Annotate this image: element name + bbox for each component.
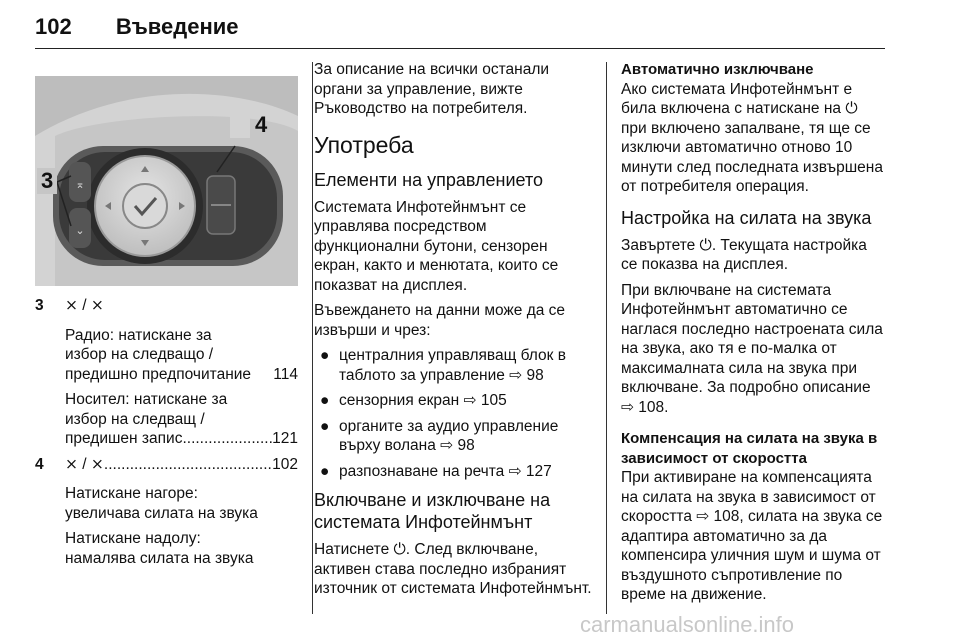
item-ref-text: предишно предпочитание xyxy=(65,365,252,383)
item-ref-page: 102 xyxy=(272,455,298,473)
svg-text:⌅: ⌅ xyxy=(75,179,85,191)
heading-on-off: Включване и изключване на системата Инфотейнмънт xyxy=(314,490,551,532)
item-media-desc xyxy=(65,390,298,449)
on-off-text: Натиснете ⏻. След включване, активен става последно избраният източник от системата Инфотейнмънт. xyxy=(314,541,592,597)
item-ref-page: 114 xyxy=(273,365,298,383)
item-symbols: ⨯ / ⨯ xyxy=(65,297,104,314)
dot-leader xyxy=(104,455,272,475)
bullet-item: ● централния управляващ блок в таблото за управление ⇨ 98 xyxy=(320,347,566,384)
callout-4: 4 xyxy=(255,112,268,137)
bullet-text: централния управляващ блок в таблото за управление ⇨ 98 xyxy=(339,347,566,384)
item-line: Натискане надолу: xyxy=(65,530,201,547)
page-title: Въведение xyxy=(115,14,239,39)
column-3 xyxy=(621,60,887,611)
item-symbols: ⨯ / ⨯ xyxy=(65,455,104,473)
startup-volume-text: При включване на системата Инфотейнмънт автоматично се наглася последно настроената сила на звука, ако тя е по-малка от максималната сила на звука при включване. За подробно описание ⇨ 108. xyxy=(621,281,883,416)
bullet-item: ● сензорния екран ⇨ 105 xyxy=(320,392,507,409)
column-2 xyxy=(314,60,592,605)
heading-volume: Настройка на силата на звука xyxy=(621,207,872,228)
heading-controls: Елементи на управлението xyxy=(314,169,543,190)
watermark: carmanualsonline.info xyxy=(580,612,795,637)
item-number: 3 xyxy=(35,297,44,314)
item-radio-desc xyxy=(65,326,298,385)
speed-comp-text: При активиране на компенсацията на силата на звука в зависимост от скоростта ⇨ 108, силата на звука се адаптира автоматично за да компенсира уличния шум и шума от въздушното съпротивление по време на движение. xyxy=(621,469,883,603)
item-line: избор на следващо / xyxy=(65,346,214,363)
item-number: 4 xyxy=(35,455,44,473)
item-line: избор на следващ / xyxy=(65,410,205,428)
page-header xyxy=(35,14,239,40)
intro-text: За описание на всички останали органи за управление, вижте Ръководство на потребителя. xyxy=(314,61,550,117)
steering-wheel-figure xyxy=(35,76,298,286)
item-ref-text: предишен запис xyxy=(65,430,183,447)
steering-wheel-illustration xyxy=(35,76,298,286)
item-4 xyxy=(35,455,298,569)
controls-text: Системата Инфотейнмънт се управлява посредством функционални бутони, сензорен екран, както и менютата, които се показват на дисплея. xyxy=(314,198,559,294)
svg-text:⌄: ⌄ xyxy=(75,225,85,237)
item-up-desc xyxy=(65,484,298,523)
item-down-desc xyxy=(65,529,298,568)
page-number: 102 xyxy=(35,14,72,39)
item-ref-line xyxy=(65,455,298,475)
item-line: намалява силата на звука xyxy=(65,549,254,567)
column-divider-1 xyxy=(312,62,313,614)
item-3 xyxy=(35,296,298,449)
item-line: Радио: натискане за xyxy=(65,326,212,344)
item-line: Натискане нагоре: xyxy=(65,485,198,502)
item-ref-line xyxy=(65,365,298,385)
auto-off-text: Ако системата Инфотейнмънт е била включена с натискане на ⏻ при включено запалване, тя ще се изключи автоматично отново 10 минути след последната извършена от потребителя операция. xyxy=(621,80,883,195)
callout-3: 3 xyxy=(41,168,54,193)
bullet-item: ● органите за аудио управление върху волана ⇨ 98 xyxy=(320,417,559,454)
item-line: Носител: натискане за xyxy=(65,391,228,408)
bullet-text: органите за аудио управление върху волана ⇨ 98 xyxy=(339,417,559,454)
heading-auto-off: Автоматично изключване xyxy=(621,61,814,78)
heading-speed-comp: Компенсация на силата на звука в зависимост от скоростта xyxy=(621,430,878,467)
item-line: увеличава силата на звука xyxy=(65,504,258,522)
item-ref-line xyxy=(65,429,298,449)
item-ref-page: 121 xyxy=(272,430,298,447)
bullet-text: сензорния екран ⇨ 105 xyxy=(339,392,507,409)
control-items xyxy=(35,296,298,568)
volume-text: Завъртете ⏻. Текущата настройка се показва на дисплея. xyxy=(621,236,867,273)
bullet-item: ● разпознаване на речта ⇨ 127 xyxy=(320,462,552,480)
heading-usage: Употреба xyxy=(314,131,414,158)
column-divider-2 xyxy=(606,62,607,614)
input-text: Въвеждането на данни може да се извърши и чрез: xyxy=(314,302,566,339)
dot-leader xyxy=(182,429,272,449)
bullet-text: разпознаване на речта ⇨ 127 xyxy=(339,462,552,480)
header-rule xyxy=(35,48,885,49)
